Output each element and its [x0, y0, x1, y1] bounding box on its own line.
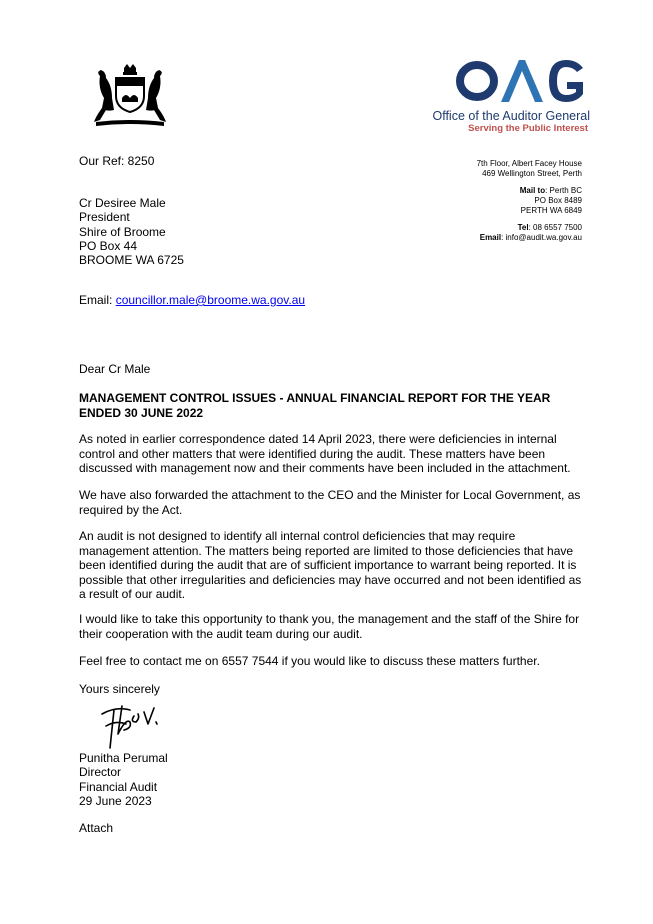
signatory-name: Punitha Perumal — [79, 751, 168, 765]
office-address-line1: 7th Floor, Albert Facey House — [476, 159, 582, 168]
paragraph-1 — [79, 432, 599, 476]
tel-line — [400, 223, 582, 233]
mail-to-line — [400, 186, 582, 196]
office-address — [400, 159, 582, 243]
coat-of-arms-logo — [92, 62, 168, 130]
oag-logo-mark — [455, 54, 589, 110]
mail-to-line3: PERTH WA 6849 — [520, 206, 582, 215]
org-tagline: Serving the Public Interest — [468, 123, 588, 134]
signatory-dept: Financial Audit — [79, 779, 158, 794]
recipient-org: Shire of Broome — [79, 224, 166, 239]
recipient-title: President — [79, 210, 130, 225]
tel-value: : 08 6557 7500 — [528, 223, 582, 232]
paragraph-5-line: Feel free to contact me on 6557 7544 if you would like to discuss these matters further. — [79, 654, 540, 668]
mail-to-line2: PO Box 8489 — [534, 196, 582, 205]
paragraph-4 — [79, 612, 599, 641]
signatory-date: 29 June 2023 — [79, 793, 152, 808]
signatory-block — [79, 751, 168, 808]
mail-to-label: Mail to — [519, 186, 546, 195]
recipient-email-link[interactable]: councillor.male@broome.wa.gov.au — [115, 293, 306, 307]
office-address-line2: 469 Wellington Street, Perth — [482, 169, 582, 178]
paragraph-1-line: control and other matters that were identified during the audit. These matters have been — [79, 446, 546, 461]
recipient-address — [79, 196, 184, 267]
attach-note: Attach — [79, 821, 114, 835]
recipient-email-label: Email: — [79, 293, 116, 307]
recipient-town: BROOME WA 6725 — [79, 253, 184, 268]
handwritten-signature — [96, 700, 168, 752]
org-name: Office of the Auditor General — [432, 109, 590, 123]
signatory-title: Director — [79, 765, 122, 780]
paragraph-3-line: been identified during the audit that are of sufficient importance to warrant being reported. It is — [79, 558, 577, 572]
paragraph-3-line: a result of our audit. — [79, 587, 186, 601]
mail-to-value: : Perth BC — [545, 186, 582, 195]
paragraph-2-line: We have also forwarded the attachment to the CEO and the Minister for Local Government, as — [79, 488, 581, 502]
tel-label: Tel — [517, 223, 529, 232]
salutation: Dear Cr Male — [79, 362, 151, 376]
paragraph-5 — [79, 654, 599, 669]
paragraph-2-line: required by the Act. — [79, 502, 183, 517]
office-email-line — [400, 233, 582, 243]
recipient-email-line — [79, 293, 305, 307]
paragraph-3-line: management attention. The matters being reported are limited to those deficiencies that have — [79, 543, 574, 558]
paragraph-4-line: I would like to take this opportunity to thank you, the management and the staff of the Shire for — [79, 612, 580, 626]
paragraph-1-line: As noted in earlier correspondence dated 14 April 2023, there were deficiencies in internal — [79, 432, 557, 446]
paragraph-3 — [79, 529, 599, 602]
recipient-name: Cr Desiree Male — [79, 196, 166, 210]
paragraph-3-line: possible that other irregularities and deficiencies may have occurred and not been identified as — [79, 572, 582, 587]
subject-line2: ENDED 30 JUNE 2022 — [79, 405, 204, 420]
recipient-po-box: PO Box 44 — [79, 238, 138, 253]
office-email-label: Email — [479, 233, 502, 242]
paragraph-4-line: their cooperation with the audit team during our audit. — [79, 626, 363, 641]
office-email-value: : info@audit.wa.gov.au — [501, 233, 582, 242]
our-ref: Our Ref: 8250 — [79, 154, 155, 168]
subject-line1: MANAGEMENT CONTROL ISSUES - ANNUAL FINANCIAL REPORT FOR THE YEAR — [79, 391, 551, 405]
paragraph-1-line: discussed with management now and their comments have been included in the attachment. — [79, 461, 571, 475]
closing: Yours sincerely — [79, 682, 160, 696]
paragraph-2 — [79, 488, 599, 517]
paragraph-3-line: An audit is not designed to identify all internal control deficiencies that may require — [79, 529, 516, 543]
subject-heading — [79, 391, 550, 420]
